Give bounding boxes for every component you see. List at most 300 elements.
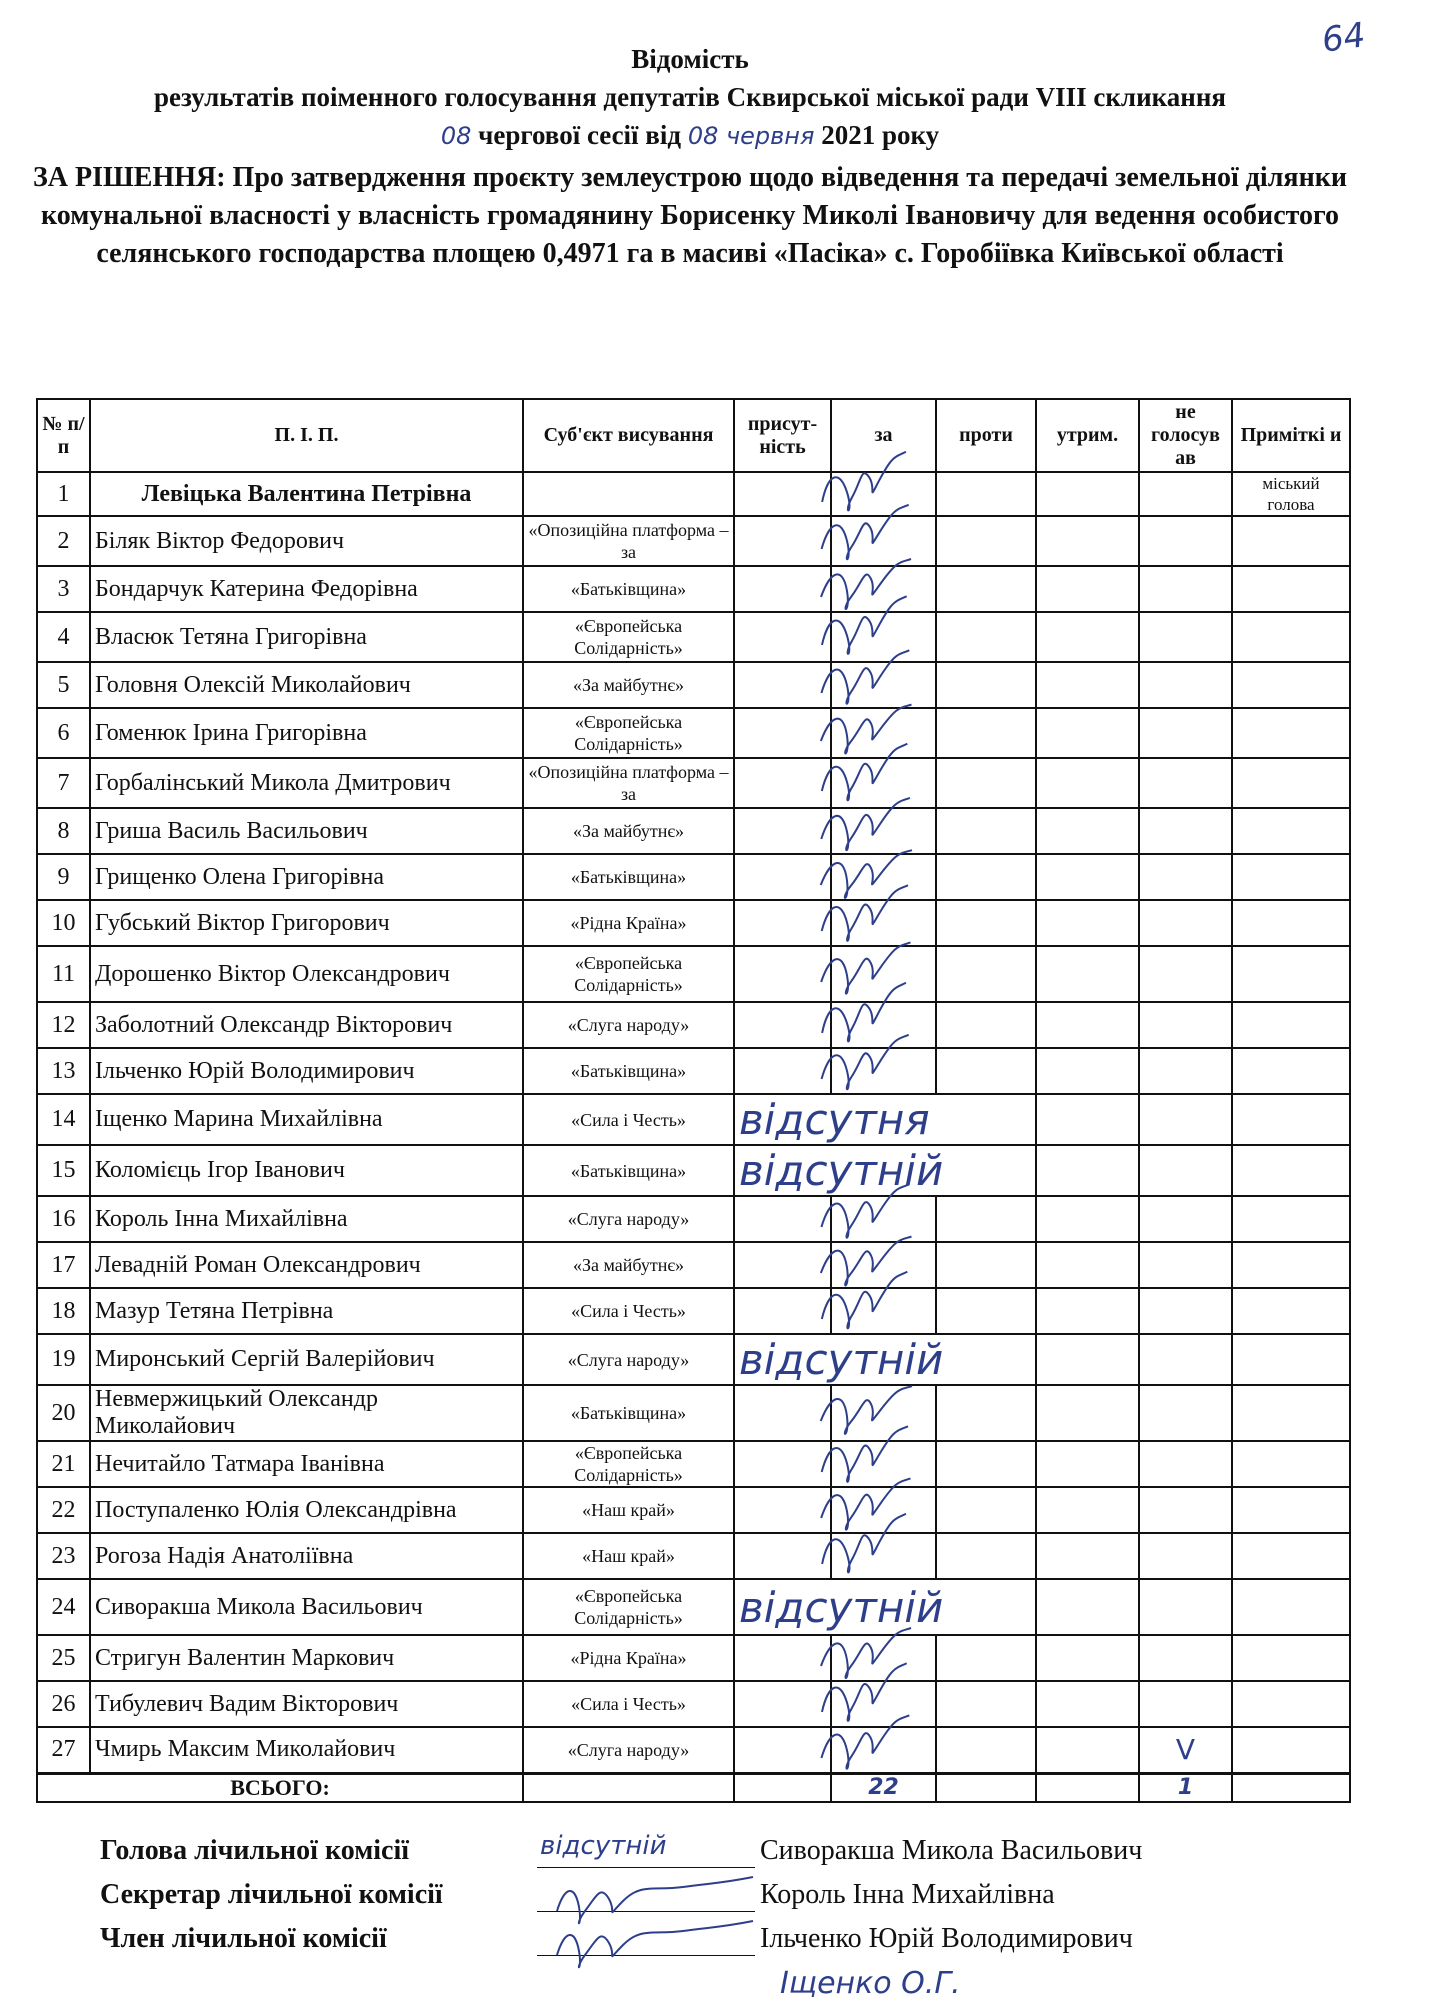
row-number: 25 — [37, 1635, 90, 1681]
signature-line — [537, 1955, 755, 1956]
document-title: Відомість — [631, 44, 749, 74]
not-voted-cell — [1139, 612, 1232, 662]
vote-against-cell — [936, 662, 1036, 708]
col-header-for: за — [831, 399, 936, 472]
not-voted-cell — [1139, 1579, 1232, 1635]
presence-cell — [734, 1242, 831, 1288]
presence-cell — [734, 1727, 831, 1773]
table-row — [37, 1002, 1350, 1048]
deputy-name: Власюк Тетяна Григорівна — [90, 612, 523, 662]
vote-abstain-cell — [1036, 1533, 1139, 1579]
presence-cell: відсутній — [734, 1579, 1036, 1635]
presence-cell — [734, 1048, 831, 1094]
vote-abstain-cell — [1036, 946, 1139, 1002]
presence-cell — [734, 516, 831, 566]
vote-abstain-cell — [1036, 1002, 1139, 1048]
presence-cell — [734, 1196, 831, 1242]
party-cell: «Європейська Солідарність» — [523, 1579, 734, 1635]
deputy-name: Рогоза Надія Анатоліївна — [90, 1533, 523, 1579]
vote-against-cell — [936, 1727, 1036, 1773]
session-date: 08 червня — [687, 122, 815, 150]
total-present-cell — [734, 1773, 831, 1802]
handwritten-note: відсутній — [540, 1831, 667, 1861]
note-cell — [1232, 1385, 1350, 1441]
presence-cell — [734, 1002, 831, 1048]
note-cell — [1232, 1048, 1350, 1094]
presence-cell — [734, 566, 831, 612]
table-row — [37, 900, 1350, 946]
note-cell — [1232, 662, 1350, 708]
table-row — [37, 708, 1350, 758]
note-cell — [1232, 1533, 1350, 1579]
note-cell — [1232, 1145, 1350, 1196]
row-number: 27 — [37, 1727, 90, 1773]
row-number: 16 — [37, 1196, 90, 1242]
table-row — [37, 472, 1350, 516]
note-cell — [1232, 1727, 1350, 1773]
vote-abstain-cell — [1036, 1242, 1139, 1288]
vote-abstain-cell — [1036, 1145, 1139, 1196]
table-row — [37, 566, 1350, 612]
deputy-name: Ільченко Юрій Володимирович — [90, 1048, 523, 1094]
party-cell: «Батьківщина» — [523, 566, 734, 612]
vote-against-cell — [936, 1385, 1036, 1441]
session-number: 08 — [440, 122, 472, 150]
table-row — [37, 1487, 1350, 1533]
vote-against-cell — [936, 808, 1036, 854]
not-voted-cell — [1139, 1242, 1232, 1288]
table-row — [37, 1094, 1350, 1145]
table-row — [37, 758, 1350, 808]
note-cell — [1232, 708, 1350, 758]
vote-against-cell — [936, 566, 1036, 612]
party-cell: «Європейська Солідарність» — [523, 708, 734, 758]
table-row — [37, 1048, 1350, 1094]
row-number: 21 — [37, 1441, 90, 1487]
table-row — [37, 1145, 1350, 1196]
vote-for-cell — [831, 662, 936, 708]
col-header-name: П. І. П. — [90, 399, 523, 472]
presence-cell — [734, 808, 831, 854]
note-cell — [1232, 1579, 1350, 1635]
presence-cell: відсутній — [734, 1334, 1036, 1385]
table-row — [37, 1441, 1350, 1487]
not-voted-cell — [1139, 516, 1232, 566]
not-voted-cell — [1139, 1145, 1232, 1196]
vote-against-cell — [936, 1441, 1036, 1487]
deputy-name: Гоменюк Ірина Григорівна — [90, 708, 523, 758]
not-voted-cell — [1139, 472, 1232, 516]
document-header — [20, 40, 1360, 273]
deputy-name: Миронський Сергій Валерійович — [90, 1334, 523, 1385]
presence-cell — [734, 1385, 831, 1441]
not-voted-cell — [1139, 662, 1232, 708]
deputy-name: Тибулевич Вадим Вікторович — [90, 1681, 523, 1727]
vote-for-cell — [831, 1635, 936, 1681]
row-number: 22 — [37, 1487, 90, 1533]
row-number: 15 — [37, 1145, 90, 1196]
party-cell: «Європейська Солідарність» — [523, 946, 734, 1002]
note-cell — [1232, 946, 1350, 1002]
row-number: 14 — [37, 1094, 90, 1145]
vote-for-cell — [831, 1288, 936, 1334]
table-row — [37, 946, 1350, 1002]
row-number: 13 — [37, 1048, 90, 1094]
presence-cell — [734, 946, 831, 1002]
table-row — [37, 612, 1350, 662]
vote-abstain-cell — [1036, 1579, 1139, 1635]
row-number: 18 — [37, 1288, 90, 1334]
deputy-name: Гриша Василь Васильович — [90, 808, 523, 854]
row-number: 2 — [37, 516, 90, 566]
document-subtitle: результатів поіменного голосування депутатів Сквирської міської ради VIII скликання — [153, 82, 1227, 112]
party-cell: «Сила і Честь» — [523, 1094, 734, 1145]
commission-member-name: Король Інна Михайлівна — [760, 1879, 1055, 1910]
vote-for-cell — [831, 946, 936, 1002]
row-number: 9 — [37, 854, 90, 900]
note-cell — [1232, 612, 1350, 662]
deputy-name: Біляк Віктор Федорович — [90, 516, 523, 566]
note-cell — [1232, 758, 1350, 808]
note-cell — [1232, 854, 1350, 900]
table-row — [37, 1242, 1350, 1288]
row-number: 5 — [37, 662, 90, 708]
not-voted-cell — [1139, 1487, 1232, 1533]
table-row — [37, 1288, 1350, 1334]
vote-for-cell — [831, 1002, 936, 1048]
presence-cell — [734, 708, 831, 758]
vote-for-cell — [831, 808, 936, 854]
party-cell: «Європейська Солідарність» — [523, 1441, 734, 1487]
not-voted-cell — [1139, 758, 1232, 808]
note-cell — [1232, 1635, 1350, 1681]
table-row — [37, 1727, 1350, 1773]
presence-cell — [734, 1533, 831, 1579]
vote-abstain-cell — [1036, 1635, 1139, 1681]
party-cell: «Наш край» — [523, 1487, 734, 1533]
vote-abstain-cell — [1036, 662, 1139, 708]
party-cell: «За майбутнє» — [523, 662, 734, 708]
vote-against-cell — [936, 1288, 1036, 1334]
table-row — [37, 1533, 1350, 1579]
vote-for-cell — [831, 1048, 936, 1094]
vote-for-cell — [831, 516, 936, 566]
vote-for-cell — [831, 1196, 936, 1242]
vote-against-cell — [936, 758, 1036, 808]
presence-cell — [734, 1441, 831, 1487]
deputy-name: Коломієць Ігор Іванович — [90, 1145, 523, 1196]
table-row — [37, 516, 1350, 566]
note-cell — [1232, 1334, 1350, 1385]
table-row — [37, 662, 1350, 708]
vote-abstain-cell — [1036, 516, 1139, 566]
presence-cell — [734, 900, 831, 946]
vote-against-cell — [936, 708, 1036, 758]
deputy-name: Нечитайло Татмара Іванівна — [90, 1441, 523, 1487]
vote-abstain-cell — [1036, 758, 1139, 808]
row-number: 26 — [37, 1681, 90, 1727]
not-voted-cell — [1139, 1681, 1232, 1727]
party-cell: «Батьківщина» — [523, 1145, 734, 1196]
vote-abstain-cell — [1036, 1441, 1139, 1487]
commission-role: Секретар лічильної комісії — [100, 1879, 443, 1910]
not-voted-cell — [1139, 1094, 1232, 1145]
not-voted-cell — [1139, 1385, 1232, 1441]
vote-abstain-cell — [1036, 1196, 1139, 1242]
row-number: 17 — [37, 1242, 90, 1288]
not-voted-cell — [1139, 854, 1232, 900]
deputy-name: Горбалінський Микола Дмитрович — [90, 758, 523, 808]
table-row — [37, 1334, 1350, 1385]
not-voted-cell — [1139, 566, 1232, 612]
row-number: 4 — [37, 612, 90, 662]
deputy-name: Левіцька Валентина Петрівна — [90, 472, 523, 516]
row-number: 11 — [37, 946, 90, 1002]
not-voted-cell — [1139, 900, 1232, 946]
vote-for-cell — [831, 566, 936, 612]
vote-for-cell — [831, 1441, 936, 1487]
not-voted-cell — [1139, 1196, 1232, 1242]
vote-against-cell — [936, 612, 1036, 662]
note-cell — [1232, 1288, 1350, 1334]
col-header-present: присут-ність — [734, 399, 831, 472]
deputy-name: Заболотний Олександр Вікторович — [90, 1002, 523, 1048]
total-row — [37, 1773, 1350, 1802]
total-note-cell — [1232, 1773, 1350, 1802]
total-against-cell — [936, 1773, 1036, 1802]
deputy-name: Іщенко Марина Михайлівна — [90, 1094, 523, 1145]
commission-row-member — [100, 1923, 1320, 1967]
party-cell: «Батьківщина» — [523, 854, 734, 900]
total-for: 22 — [831, 1773, 936, 1802]
voting-table — [36, 398, 1351, 1803]
presence-cell — [734, 854, 831, 900]
note-cell — [1232, 1681, 1350, 1727]
row-number: 3 — [37, 566, 90, 612]
page-number: 64 — [1319, 15, 1368, 61]
vote-for-cell — [831, 758, 936, 808]
party-cell: «Сила і Честь» — [523, 1288, 734, 1334]
not-voted-cell — [1139, 808, 1232, 854]
party-cell: «Сила і Честь» — [523, 1681, 734, 1727]
presence-cell — [734, 1487, 831, 1533]
vote-against-cell — [936, 900, 1036, 946]
vote-for-cell — [831, 854, 936, 900]
row-number: 1 — [37, 472, 90, 516]
party-cell: «Рідна Країна» — [523, 900, 734, 946]
deputy-name: Поступаленко Юлія Олександрівна — [90, 1487, 523, 1533]
signature-line — [537, 1911, 755, 1912]
vote-abstain-cell — [1036, 1681, 1139, 1727]
vote-abstain-cell — [1036, 900, 1139, 946]
col-header-num: № п/п — [37, 399, 90, 472]
vote-abstain-cell — [1036, 1487, 1139, 1533]
row-number: 20 — [37, 1385, 90, 1441]
not-voted-cell — [1139, 1002, 1232, 1048]
party-cell — [523, 472, 734, 516]
vote-abstain-cell — [1036, 1094, 1139, 1145]
col-header-note: Приміткі и — [1232, 399, 1350, 472]
party-cell: «Слуга народу» — [523, 1002, 734, 1048]
deputy-name: Мазур Тетяна Петрівна — [90, 1288, 523, 1334]
party-cell: «За майбутнє» — [523, 808, 734, 854]
note-cell — [1232, 1441, 1350, 1487]
presence-cell: відсутня — [734, 1094, 1036, 1145]
commission-row-chair — [100, 1831, 1320, 1879]
col-header-abstain: утрим. — [1036, 399, 1139, 472]
deputy-name: Невмержицький Олександр Миколайович — [90, 1385, 523, 1441]
commission-row-secretary — [100, 1879, 1320, 1923]
commission-member-name: Ільченко Юрій Володимирович — [760, 1923, 1133, 1954]
vote-against-cell — [936, 1002, 1036, 1048]
party-cell: «Слуга народу» — [523, 1334, 734, 1385]
party-cell: «Опозиційна платформа – за — [523, 758, 734, 808]
deputy-name: Губський Віктор Григорович — [90, 900, 523, 946]
not-voted-cell — [1139, 1441, 1232, 1487]
commission-role: Голова лічильної комісії — [100, 1835, 410, 1866]
deputy-name: Сиворакша Микола Васильович — [90, 1579, 523, 1635]
not-voted-cell — [1139, 1533, 1232, 1579]
vote-for-cell — [831, 708, 936, 758]
vote-against-cell — [936, 1635, 1036, 1681]
note-cell — [1232, 808, 1350, 854]
row-number: 12 — [37, 1002, 90, 1048]
vote-against-cell — [936, 854, 1036, 900]
table-row — [37, 1579, 1350, 1635]
vote-abstain-cell — [1036, 566, 1139, 612]
table-header-row — [37, 399, 1350, 472]
commission-member-name: Сиворакша Микола Васильович — [760, 1835, 1143, 1866]
row-number: 19 — [37, 1334, 90, 1385]
note-cell — [1232, 1002, 1350, 1048]
vote-against-cell — [936, 472, 1036, 516]
note-cell: міський голова — [1232, 472, 1350, 516]
party-cell: «Рідна Країна» — [523, 1635, 734, 1681]
vote-abstain-cell — [1036, 472, 1139, 516]
vote-for-cell — [831, 1533, 936, 1579]
col-header-party: Суб'єкт висування — [523, 399, 734, 472]
party-cell: «Наш край» — [523, 1533, 734, 1579]
vote-abstain-cell — [1036, 708, 1139, 758]
deputy-name: Бондарчук Катерина Федорівна — [90, 566, 523, 612]
vote-for-cell — [831, 1242, 936, 1288]
vote-against-cell — [936, 1533, 1036, 1579]
row-number: 7 — [37, 758, 90, 808]
vote-for-cell — [831, 900, 936, 946]
vote-for-cell — [831, 1681, 936, 1727]
voting-table-body — [37, 472, 1350, 1773]
vote-for-cell — [831, 1487, 936, 1533]
table-row — [37, 1681, 1350, 1727]
party-cell: «Батьківщина» — [523, 1048, 734, 1094]
table-row — [37, 1635, 1350, 1681]
presence-cell — [734, 1635, 831, 1681]
not-voted-cell — [1139, 946, 1232, 1002]
deputy-name: Дорошенко Віктор Олександрович — [90, 946, 523, 1002]
presence-cell — [734, 472, 831, 516]
note-cell — [1232, 1196, 1350, 1242]
not-voted-cell — [1139, 1048, 1232, 1094]
deputy-name: Стригун Валентин Маркович — [90, 1635, 523, 1681]
row-number: 23 — [37, 1533, 90, 1579]
not-voted-cell — [1139, 1288, 1232, 1334]
total-label: ВСЬОГО: — [37, 1773, 523, 1802]
vote-abstain-cell — [1036, 854, 1139, 900]
note-cell — [1232, 900, 1350, 946]
vote-for-cell — [831, 612, 936, 662]
vote-abstain-cell — [1036, 1385, 1139, 1441]
party-cell: «Батьківщина» — [523, 1385, 734, 1441]
note-cell — [1232, 516, 1350, 566]
col-header-against: проти — [936, 399, 1036, 472]
table-row — [37, 808, 1350, 854]
row-number: 24 — [37, 1579, 90, 1635]
row-number: 6 — [37, 708, 90, 758]
commission-role: Член лічильної комісії — [100, 1923, 387, 1954]
vote-against-cell — [936, 1487, 1036, 1533]
note-cell — [1232, 1242, 1350, 1288]
party-cell: «Європейська Солідарність» — [523, 612, 734, 662]
vote-against-cell — [936, 1048, 1036, 1094]
presence-cell — [734, 1288, 831, 1334]
presence-cell — [734, 1681, 831, 1727]
session-text: чергової сесії від — [478, 120, 682, 150]
vote-against-cell — [936, 1196, 1036, 1242]
table-row — [37, 854, 1350, 900]
presence-cell — [734, 662, 831, 708]
presence-cell — [734, 612, 831, 662]
vote-abstain-cell — [1036, 1334, 1139, 1385]
deputy-name: Король Інна Михайлівна — [90, 1196, 523, 1242]
vote-abstain-cell — [1036, 1048, 1139, 1094]
vote-against-cell — [936, 516, 1036, 566]
deputy-name: Чмирь Максим Миколайович — [90, 1727, 523, 1773]
col-header-not-voted: не голосув ав — [1139, 399, 1232, 472]
not-voted-cell — [1139, 1635, 1232, 1681]
note-cell — [1232, 1487, 1350, 1533]
party-cell: «Слуга народу» — [523, 1727, 734, 1773]
bottom-handwriting: Іщенко О.Г. — [780, 1966, 961, 2001]
presence-cell — [734, 758, 831, 808]
signature-line — [537, 1867, 755, 1868]
vote-against-cell — [936, 946, 1036, 1002]
presence-cell: відсутній — [734, 1145, 1036, 1196]
note-cell — [1232, 566, 1350, 612]
vote-abstain-cell — [1036, 612, 1139, 662]
vote-for-cell — [831, 1385, 936, 1441]
table-row — [37, 1196, 1350, 1242]
row-number: 10 — [37, 900, 90, 946]
session-line — [20, 116, 1360, 155]
vote-against-cell — [936, 1681, 1036, 1727]
vote-abstain-cell — [1036, 1288, 1139, 1334]
table-row — [37, 1385, 1350, 1441]
not-voted-cell — [1139, 708, 1232, 758]
vote-against-cell — [936, 1242, 1036, 1288]
vote-for-cell — [831, 1727, 936, 1773]
session-year: 2021 року — [821, 120, 940, 150]
party-cell: «За майбутнє» — [523, 1242, 734, 1288]
deputy-name: Грищенко Олена Григорівна — [90, 854, 523, 900]
deputy-name: Левадній Роман Олександрович — [90, 1242, 523, 1288]
not-voted-cell: V — [1139, 1727, 1232, 1773]
note-cell — [1232, 1094, 1350, 1145]
not-voted-cell — [1139, 1334, 1232, 1385]
party-cell: «Опозиційна платформа – за — [523, 516, 734, 566]
total-abstain-cell — [1036, 1773, 1139, 1802]
row-number: 8 — [37, 808, 90, 854]
vote-for-cell — [831, 472, 936, 516]
